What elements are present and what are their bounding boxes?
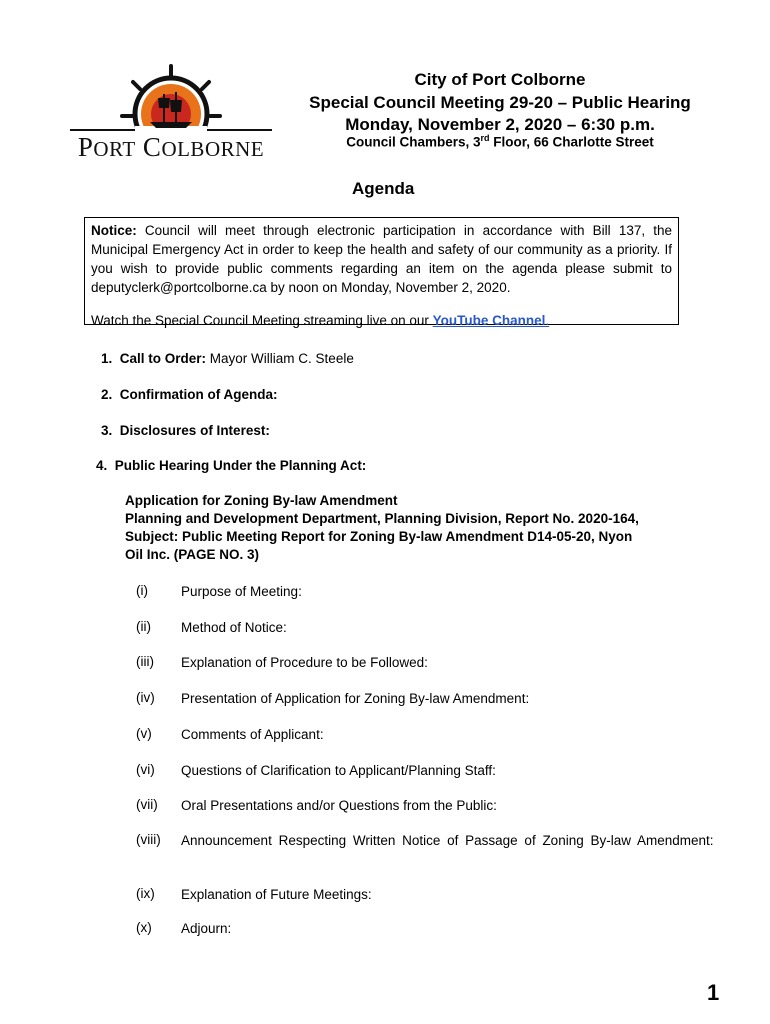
sub-item-num: (i) xyxy=(136,583,148,598)
agenda-title: Agenda xyxy=(352,179,415,198)
agenda-item-3: 3. Disclosures of Interest: xyxy=(101,423,270,438)
meeting-location: Council Chambers, 3rd Floor, 66 Charlotte Street xyxy=(346,133,654,150)
agenda-item-4: 4. Public Hearing Under the Planning Act: xyxy=(96,458,367,473)
application-report: Planning and Development Department, Planning Division, Report No. 2020-164, xyxy=(125,511,639,526)
ship-wheel-icon xyxy=(66,64,276,134)
watch-line: Watch the Special Council Meeting streaming live on our YouTube Channel. xyxy=(91,313,550,328)
youtube-channel-link[interactable]: YouTube Channel xyxy=(432,313,546,328)
sub-item-text: Announcement Respecting Written Notice of Passage of Zoning By-law Amendment: xyxy=(181,833,714,848)
sub-item-num: (v) xyxy=(136,726,152,741)
city-logo xyxy=(66,64,276,164)
sub-item-text: Adjourn: xyxy=(181,921,232,936)
notice-text: Notice: Council will meet through electronic participation in accordance with Bill 137, the Municipal Emergency Act in order to keep the health and safety of our community as a priority. If you wish to provide public comments regarding an item on the agenda please submit to deputyclerk@portcolborne.ca by noon on Monday, November 2, 2020. xyxy=(91,223,672,295)
meeting-date: Monday, November 2, 2020 – 6:30 p.m. xyxy=(345,115,655,134)
sub-item-text: Comments of Applicant: xyxy=(181,727,324,742)
agenda-item-1: 1. Call to Order: Mayor William C. Steele xyxy=(101,351,354,366)
city-name: City of Port Colborne xyxy=(414,70,586,89)
application-title: Application for Zoning By-law Amendment xyxy=(125,493,398,508)
agenda-item-2: 2. Confirmation of Agenda: xyxy=(101,387,278,402)
page-number: 1 xyxy=(707,980,720,1005)
sub-item-text: Explanation of Future Meetings: xyxy=(181,887,372,902)
application-page: Oil Inc. (PAGE NO. 3) xyxy=(125,547,260,562)
sub-item-text: Oral Presentations and/or Questions from the Public: xyxy=(181,798,497,813)
sub-item-num: (viii) xyxy=(136,832,161,847)
meeting-title: Special Council Meeting 29-20 – Public Hearing xyxy=(309,93,691,112)
sub-item-text: Explanation of Procedure to be Followed: xyxy=(181,655,428,670)
sub-item-num: (iv) xyxy=(136,690,155,705)
sub-item-num: (ii) xyxy=(136,619,151,634)
sub-item-text: Questions of Clarification to Applicant/Planning Staff: xyxy=(181,763,496,778)
sub-item-num: (x) xyxy=(136,920,152,935)
sub-item-num: (vi) xyxy=(136,762,155,777)
sub-item-text: Presentation of Application for Zoning By-law Amendment: xyxy=(181,691,530,706)
application-details xyxy=(125,492,705,564)
logo-wordmark: PORT COLBORNE xyxy=(77,132,265,162)
notice-box xyxy=(84,217,679,328)
sub-item-num: (iii) xyxy=(136,654,154,669)
sub-item-text: Method of Notice: xyxy=(181,620,287,635)
application-subject: Subject: Public Meeting Report for Zoning By-law Amendment D14-05-20, Nyon xyxy=(125,529,633,544)
sub-item-num: (vii) xyxy=(136,797,158,812)
sub-item-num: (ix) xyxy=(136,886,155,901)
sub-item-text: Purpose of Meeting: xyxy=(181,584,302,599)
